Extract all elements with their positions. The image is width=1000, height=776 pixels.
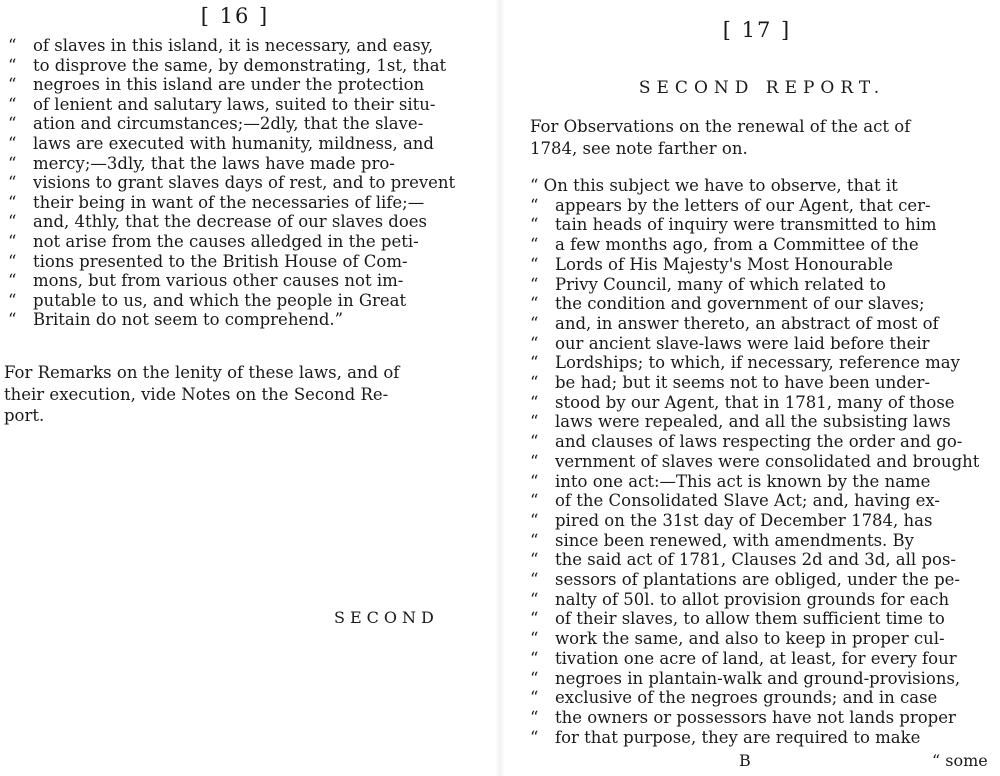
line-text: “ On this subject we have to observe, that it xyxy=(530,176,898,195)
quote-mark: “ xyxy=(8,290,17,310)
line-text: the condition and government of our slaves; xyxy=(555,294,925,314)
quote-mark: “ xyxy=(530,235,539,255)
quote-line xyxy=(530,432,992,452)
line-text: into one act:—This act is known by the name xyxy=(555,471,931,491)
line-text: putable to us, and which the people in Great xyxy=(33,290,407,310)
quote-mark: “ xyxy=(530,451,539,471)
quote-mark: “ xyxy=(530,432,539,452)
quote-line xyxy=(8,95,468,115)
quote-mark: “ xyxy=(530,294,539,314)
quote-mark: “ xyxy=(530,313,539,333)
quote-line xyxy=(8,36,468,56)
line-text: our ancient slave-laws were laid before their xyxy=(555,333,930,353)
page-number-right: [ 17 ] xyxy=(722,18,792,42)
quote-line xyxy=(530,294,992,314)
line-text: Britain do not seem to comprehend.” xyxy=(33,310,344,330)
quote-line xyxy=(530,215,992,235)
line-text: Privy Council, many of which related to xyxy=(555,274,886,294)
quote-line xyxy=(530,235,992,255)
paragraph-line: port. xyxy=(4,406,45,425)
quote-line xyxy=(530,629,992,649)
line-text: the owners or possessors have not lands proper xyxy=(555,707,956,727)
quote-mark: “ xyxy=(530,727,539,747)
quote-line xyxy=(8,252,468,272)
quote-mark: “ xyxy=(530,215,539,235)
page-number-left: [ 16 ] xyxy=(200,4,270,28)
quote-mark: “ xyxy=(8,212,17,232)
catchword-second: SECOND xyxy=(334,608,439,627)
catchword-some: “ some xyxy=(932,751,988,770)
quote-mark: “ xyxy=(8,75,17,95)
quote-line xyxy=(530,491,992,511)
quote-line xyxy=(530,393,992,413)
quote-line xyxy=(530,314,992,334)
quote-mark: “ xyxy=(530,274,539,294)
quote-mark: “ xyxy=(530,471,539,491)
quote-line xyxy=(8,212,468,232)
line-text: of lenient and salutary laws, suited to their situ- xyxy=(33,94,436,114)
quote-mark: “ xyxy=(530,373,539,392)
quote-line xyxy=(530,452,992,472)
quote-line xyxy=(8,75,468,95)
line-text: a few months ago, from a Committee of the xyxy=(555,235,919,255)
line-text: their being in want of the necessaries of life;— xyxy=(33,192,425,212)
quote-mark: “ xyxy=(530,688,539,708)
line-text: Lords of His Majesty's Most Honourable xyxy=(555,254,894,274)
line-text: visions to grant slaves days of rest, and to prevent xyxy=(33,173,456,193)
quote-line xyxy=(530,353,992,373)
line-text: mons, but from various other causes not im- xyxy=(33,271,404,291)
paragraph-line: their execution, vide Notes on the Second Re- xyxy=(4,384,389,404)
line-text: Lordships; to which, if necessary, reference may xyxy=(555,353,960,373)
quote-line xyxy=(530,669,992,689)
line-text: the said act of 1781, Clauses 2d and 3d, all pos- xyxy=(555,550,956,570)
line-text: laws were repealed, and all the subsisting laws xyxy=(555,412,951,432)
paragraph-line: For Remarks on the lenity of these laws, and of xyxy=(4,363,400,382)
quote-mark: “ xyxy=(530,629,539,649)
quote-line xyxy=(8,56,468,76)
line-text: and clauses of laws respecting the order and go- xyxy=(555,432,963,452)
line-text: appears by the letters of our Agent, that cer- xyxy=(555,195,931,215)
quote-mark: “ xyxy=(8,251,17,271)
quote-mark: “ xyxy=(8,232,17,251)
quote-line xyxy=(530,550,992,570)
quote-mark: “ xyxy=(530,609,539,629)
line-text: tions presented to the British House of Com- xyxy=(33,251,408,271)
quote-mark: “ xyxy=(530,353,539,373)
quote-line xyxy=(8,114,468,134)
line-text: sessors of plantations are obliged, under the pe- xyxy=(555,570,960,589)
quote-line xyxy=(530,649,992,669)
quote-mark: “ xyxy=(530,412,539,432)
quote-line xyxy=(530,275,992,295)
quote-mark: “ xyxy=(530,648,539,668)
quote-mark: “ xyxy=(530,392,539,412)
line-text: pired on the 31st day of December 1784, has xyxy=(555,510,933,530)
quote-line xyxy=(530,688,992,708)
quote-line xyxy=(530,590,992,610)
line-text: and, in answer thereto, an abstract of most of xyxy=(555,313,939,333)
quote-mark: “ xyxy=(8,55,17,75)
line-text: negroes in this island are under the protection xyxy=(33,75,425,95)
quote-line xyxy=(530,412,992,432)
quote-mark: “ xyxy=(8,153,17,173)
line-text: work the same, and also to keep in proper cul- xyxy=(555,629,945,649)
line-text: since been renewed, with amendments. By xyxy=(555,530,914,550)
quote-line xyxy=(530,255,992,275)
quote-mark: “ xyxy=(8,173,17,193)
line-text: mercy;—3dly, that the laws have made pro- xyxy=(33,153,395,173)
quote-line xyxy=(8,193,468,213)
quote-mark: “ xyxy=(8,114,17,134)
quote-line xyxy=(8,291,468,311)
quote-line xyxy=(530,196,992,216)
quote-mark: “ xyxy=(8,271,17,291)
quote-line xyxy=(530,373,992,393)
quote-mark: “ xyxy=(530,570,539,589)
quote-mark: “ xyxy=(530,668,539,688)
line-text: for that purpose, they are required to make xyxy=(555,727,921,747)
quote-mark: “ xyxy=(530,530,539,550)
quote-line xyxy=(530,728,992,748)
quote-line xyxy=(530,176,992,196)
quote-line xyxy=(530,334,992,354)
quote-mark: “ xyxy=(530,510,539,530)
quote-line xyxy=(8,154,468,174)
quote-mark: “ xyxy=(530,333,539,353)
paragraph-line: For Observations on the renewal of the act of xyxy=(530,117,911,136)
quote-line xyxy=(530,531,992,551)
quote-line xyxy=(8,134,468,154)
quote-mark: “ xyxy=(530,589,539,609)
line-text: nalty of 50l. to allot provision grounds for each xyxy=(555,589,950,609)
line-text: to disprove the same, by demonstrating, 1st, that xyxy=(33,55,447,75)
line-text: be had; but it seems not to have been under- xyxy=(555,373,931,392)
quote-mark: “ xyxy=(8,310,17,330)
line-text: of their slaves, to allow them sufficient time to xyxy=(555,609,945,629)
quote-mark: “ xyxy=(530,550,539,570)
quote-mark: “ xyxy=(8,192,17,212)
line-text: and, 4thly, that the decrease of our slaves does xyxy=(33,212,428,232)
line-text: of slaves in this island, it is necessary, and easy, xyxy=(33,36,434,55)
line-text: tivation one acre of land, at least, for every four xyxy=(555,648,957,668)
quote-mark: “ xyxy=(8,134,17,153)
line-text: not arise from the causes alledged in the peti- xyxy=(33,232,419,251)
line-text: laws are executed with humanity, mildness, and xyxy=(33,134,434,153)
line-text: of the Consolidated Slave Act; and, having ex- xyxy=(555,491,941,511)
quote-line xyxy=(530,609,992,629)
line-text: tain heads of inquiry were transmitted to him xyxy=(555,215,937,235)
section-heading: SECOND REPORT. xyxy=(638,78,886,98)
right-page xyxy=(500,0,1000,776)
quote-mark: “ xyxy=(530,254,539,274)
quote-line xyxy=(530,511,992,531)
line-text: ation and circumstances;—2dly, that the slave- xyxy=(33,114,424,134)
line-text: vernment of slaves were consolidated and brought xyxy=(555,451,980,471)
line-text: exclusive of the negroes grounds; and in case xyxy=(555,688,938,708)
quote-mark: “ xyxy=(530,195,539,215)
quote-line xyxy=(8,173,468,193)
quote-mark: “ xyxy=(530,491,539,511)
quote-line xyxy=(530,570,992,590)
paragraph-line: 1784, see note farther on. xyxy=(530,139,748,158)
quote-line xyxy=(8,271,468,291)
signature-mark: B xyxy=(739,751,751,770)
line-text: negroes in plantain-walk and ground-provisions, xyxy=(555,668,961,688)
quote-mark: “ xyxy=(8,94,17,114)
quote-mark: “ xyxy=(8,36,17,55)
line-text: stood by our Agent, that in 1781, many of those xyxy=(555,392,955,412)
quote-line xyxy=(530,472,992,492)
quote-mark: “ xyxy=(530,707,539,727)
quote-line xyxy=(530,708,992,728)
quote-line xyxy=(8,232,468,252)
quote-line xyxy=(8,310,468,330)
